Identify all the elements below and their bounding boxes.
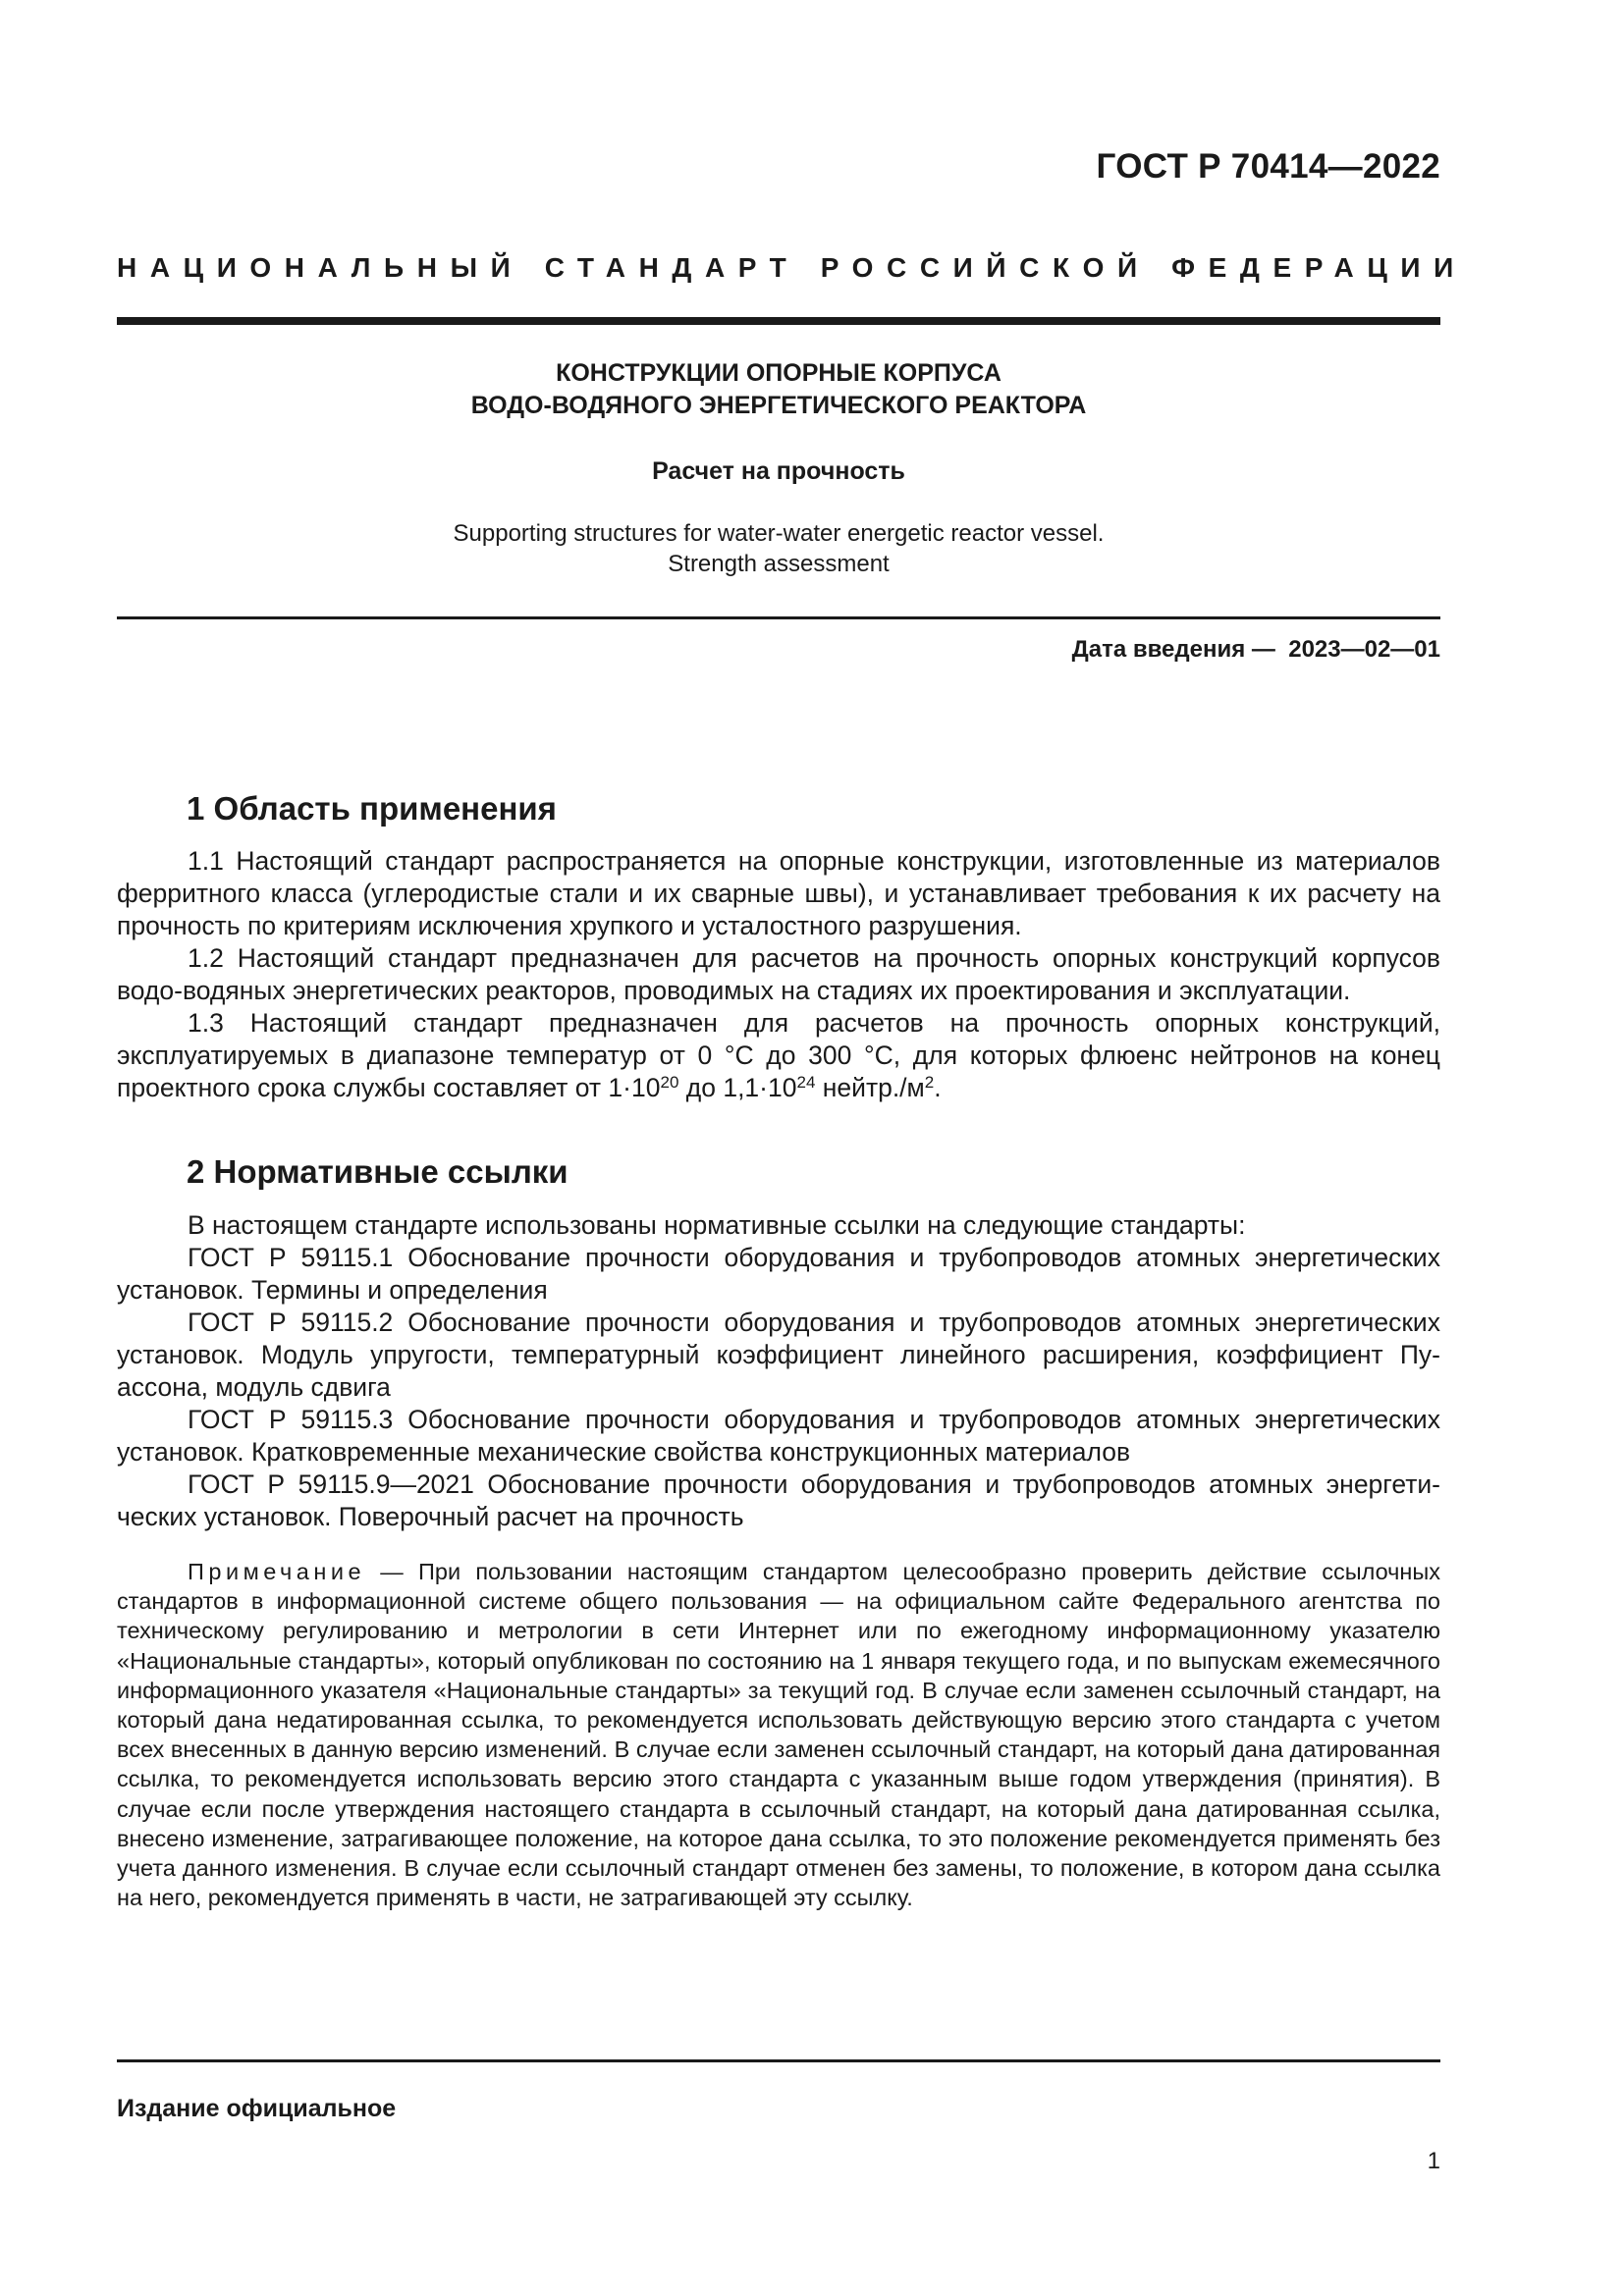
paragraph-1-3-text-c: нейтр./м (815, 1073, 925, 1102)
subtitle: Расчет на прочность (652, 457, 905, 485)
title-line-1: КОНСТРУКЦИИ ОПОРНЫЕ КОРПУСА (556, 359, 1001, 387)
reference-3-line-2: установок. Кратковременные механические свойства конструкционных материалов (117, 1437, 1131, 1467)
paragraph-1-2: 1.2 Настоящий стандарт предназначен для расчетов на прочность опорных конструкций корпусов водо-водяных энергетических реакторов, проводимых на стадиях их проектирования и эксплуатации. (117, 943, 1440, 1005)
note-paragraph (117, 1557, 1440, 1912)
section-2-heading: 2 Нормативные ссылки (187, 1153, 568, 1190)
reference-1-line-2: установок. Термины и определения (117, 1275, 548, 1305)
paragraph-1-3-text-a: 1.3 Настоящий стандарт предназначен для расчетов на прочность опорных конструкций, эксплуатируемых в диапазоне температур от 0 °С до 300 °С, для которых флюенс нейтронов на конец проектного срока службы составляет от 1·10 (117, 1008, 1440, 1102)
paragraph-1-1: 1.1 Настоящий стандарт распространяется на опорные конструкции, изготовленные из материалов ферритного класса (углеродистые стали и их сварные швы), и устанавливает требования к их расчету на прочность по критериям исключения хрупкого и усталостного разрушения. (117, 846, 1440, 940)
references-intro: В настоящем стандарте использованы нормативные ссылки на следующие стандарты: (188, 1210, 1246, 1240)
national-standard-banner: НАЦИОНАЛЬНЫЙ СТАНДАРТ РОССИЙСКОЙ ФЕДЕРАЦИИ (117, 252, 1467, 283)
exponent-24: 24 (796, 1073, 816, 1092)
header-rule (117, 317, 1440, 325)
introduction-date: Дата введения — 2023—02—01 (1071, 636, 1440, 663)
exponent-20: 20 (660, 1073, 679, 1092)
title-line-2: ВОДО-ВОДЯНОГО ЭНЕРГЕТИЧЕСКОГО РЕАКТОРА (470, 392, 1087, 419)
reference-2-line-1: ГОСТ Р 59115.2 Обоснование прочности оборудования и трубопроводов атомных энергетических (188, 1308, 1440, 1337)
english-title-line-2: Strength assessment (668, 551, 890, 577)
reference-4-line-1: ГОСТ Р 59115.9—2021 Обоснование прочности оборудования и трубопроводов атомных энергети- (188, 1469, 1440, 1499)
note-label: Примечание (188, 1559, 366, 1584)
footer-rule (117, 2059, 1440, 2062)
exponent-2: 2 (924, 1073, 935, 1092)
reference-2-line-3: ассона, модуль сдвига (117, 1372, 391, 1402)
page-number: 1 (1427, 2148, 1440, 2174)
english-title-line-1: Supporting structures for water-water energetic reactor vessel. (453, 520, 1105, 547)
reference-1-line-1: ГОСТ Р 59115.1 Обоснование прочности оборудования и трубопроводов атомных энергетических (188, 1243, 1440, 1272)
note-text: — При пользовании настоящим стандартом целесообразно проверить действие ссылочных стандартов в информационной системе общего пользования — на официальном сайте Федерального агентства по техническому регулированию и метрологии в сети Интернет или по ежегодному информационному указателю «Национальные стандарты», который опубликован по состоянию на 1 января текущего года, и по выпускам ежемесячного информационного указателя «Национальные стандарты» за текущий год. В случае если заменен ссылочный стандарт, на который дана недатированная ссылка, то рекомендуется использовать действующую версию этого стандарта с учетом всех внесенных в данную версию изменений. В случае если заменен ссылочный стандарт, на который дана датированная ссылка, то рекомендуется использовать версию этого стандарта с указанным выше годом утверждения (принятия). В случае если после утверждения настоящего стандарта в ссылочный стандарт, на который дана датированная ссылка, внесено изменение, затрагивающее положение, на которое дана ссылка, то это положение рекомендуется применять без учета данного изменения. В случае если ссылочный стандарт отменен без замены, то положение, в котором дана ссылка на него, рекомендуется применять в части, не затрагивающей эту ссылку. (117, 1559, 1440, 1911)
section-1-heading: 1 Область применения (187, 790, 557, 827)
official-edition-label: Издание официальное (117, 2095, 397, 2122)
paragraph-1-3 (117, 1007, 1440, 1104)
document-code: ГОСТ Р 70414—2022 (1096, 147, 1440, 186)
paragraph-1-3-text-d: . (934, 1073, 942, 1102)
reference-2-line-2: установок. Модуль упругости, температурный коэффициент линейного расширения, коэффициент Пу- (117, 1340, 1440, 1369)
reference-3-line-1: ГОСТ Р 59115.3 Обоснование прочности оборудования и трубопроводов атомных энергетических (188, 1405, 1440, 1434)
title-rule (117, 616, 1440, 619)
paragraph-1-3-text-b: до 1,1·10 (678, 1073, 797, 1102)
reference-4-line-2: ческих установок. Поверочный расчет на прочность (117, 1502, 744, 1531)
